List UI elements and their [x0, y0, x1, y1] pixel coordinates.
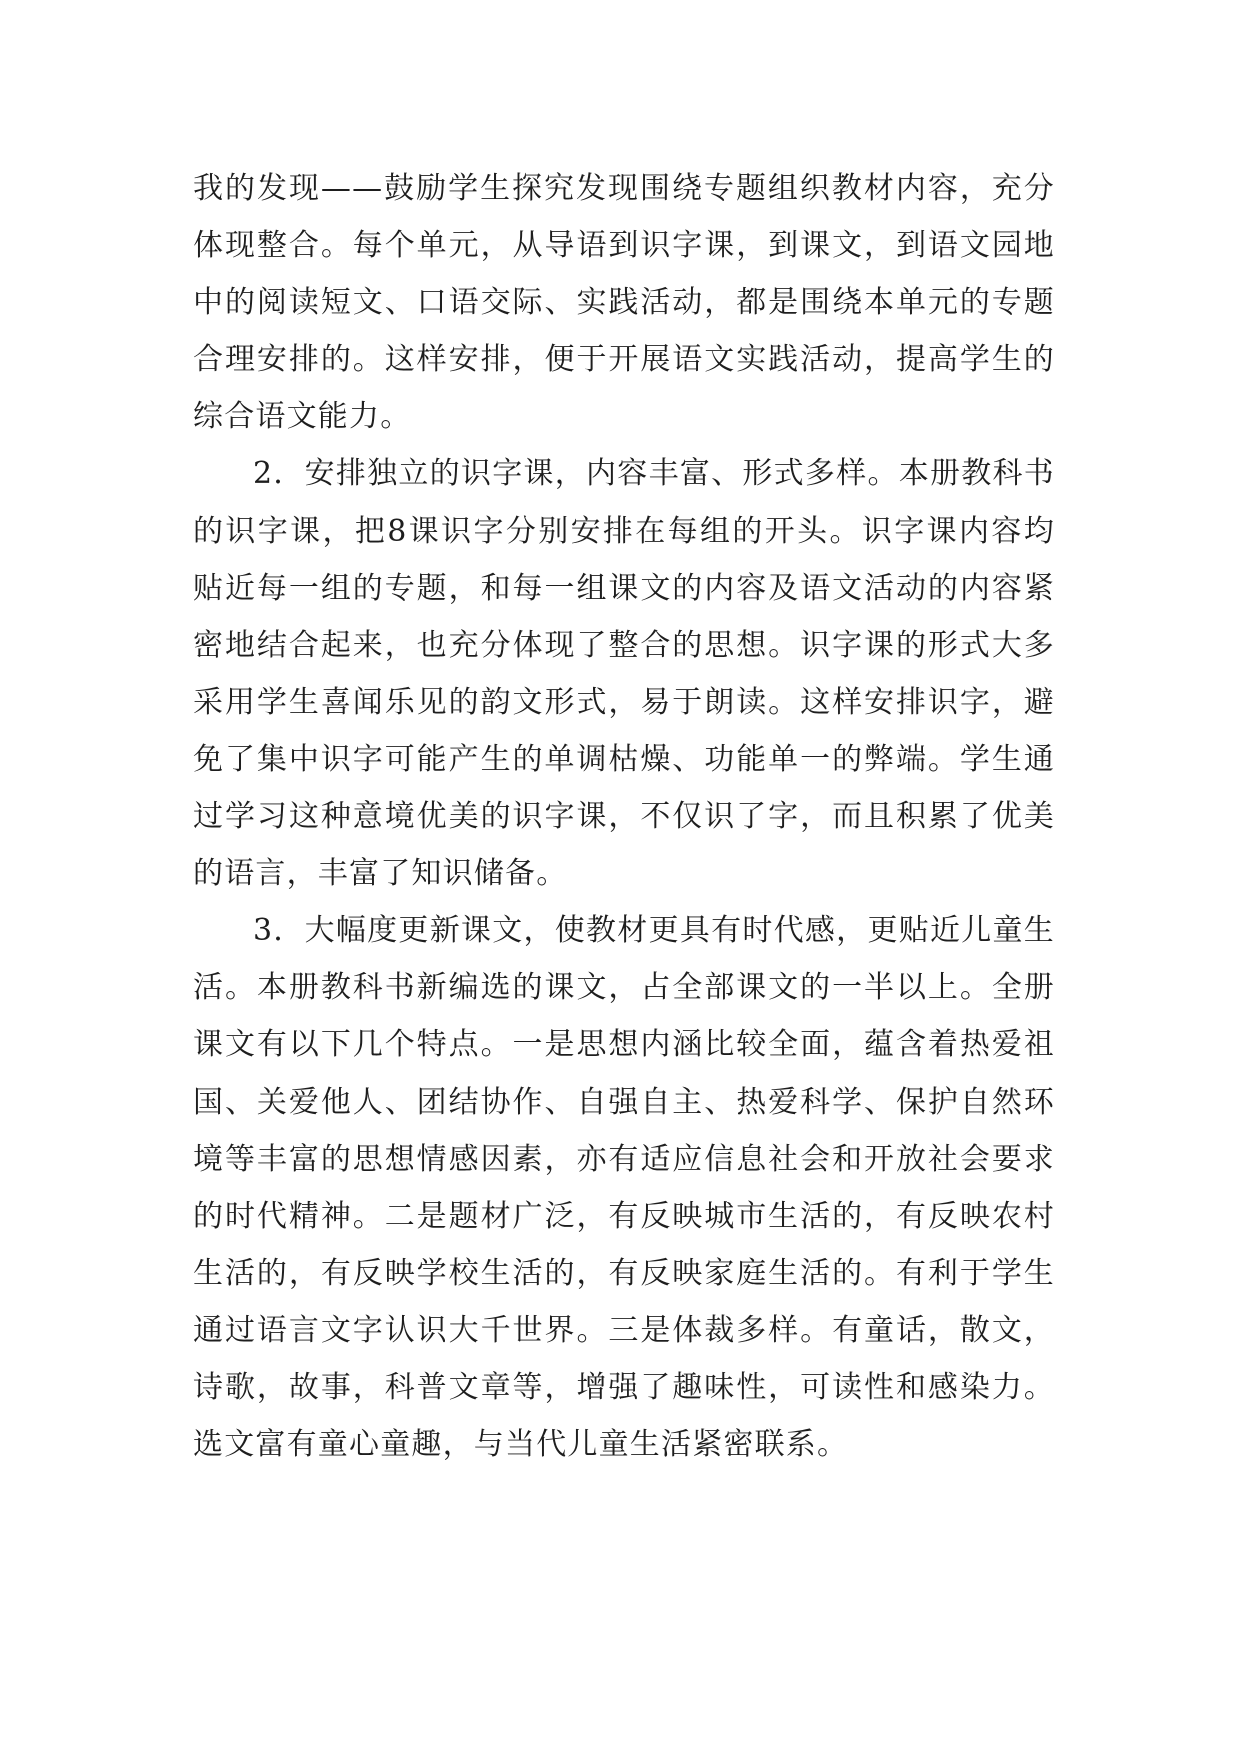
paragraph-discovery: 我的发现——鼓励学生探究发现围绕专题组织教材内容，充分体现整合。每个单元，从导语到识字课，到课文，到语文园地中的阅读短文、口语交际、实践活动，都是围绕本单元的专题合理安排的。这样安排，便于开展语文实践活动，提高学生的综合语文能力。 [193, 171, 1055, 435]
paragraph-point-3: 3．大幅度更新课文，使教材更具有时代感，更贴近儿童生活。本册教科书新编选的课文，占全部课文的一半以上。全册课文有以下几个特点。一是思想内涵比较全面，蕴含着热爱祖国、关爱他人、团结协作、自强自主、热爱科学、保护自然环境等丰富的思想情感因素，亦有适应信息社会和开放社会要求的时代精神。二是题材广泛，有反映城市生活的，有反映农村生活的，有反映学校生活的，有反映家庭生活的。有利于学生通过语言文字认识大千世界。三是体裁多样。有童话，散文，诗歌，故事，科普文章等，增强了趣味性，可读性和感染力。选文富有童心童趣，与当代儿童生活紧密联系。 [193, 913, 1055, 1463]
document-body [193, 160, 1055, 1473]
paragraph-point-2: 2．安排独立的识字课，内容丰富、形式多样。本册教科书的识字课，把8课识字分别安排在每组的开头。识字课内容均贴近每一组的专题，和每一组课文的内容及语文活动的内容紧密地结合起来，也充分体现了整合的思想。识字课的形式大多采用学生喜闻乐见的韵文形式，易于朗读。这样安排识字，避免了集中识字可能产生的单调枯燥、功能单一的弊端。学生通过学习这种意境优美的识字课，不仅识了字，而且积累了优美的语言，丰富了知识储备。 [193, 456, 1055, 892]
